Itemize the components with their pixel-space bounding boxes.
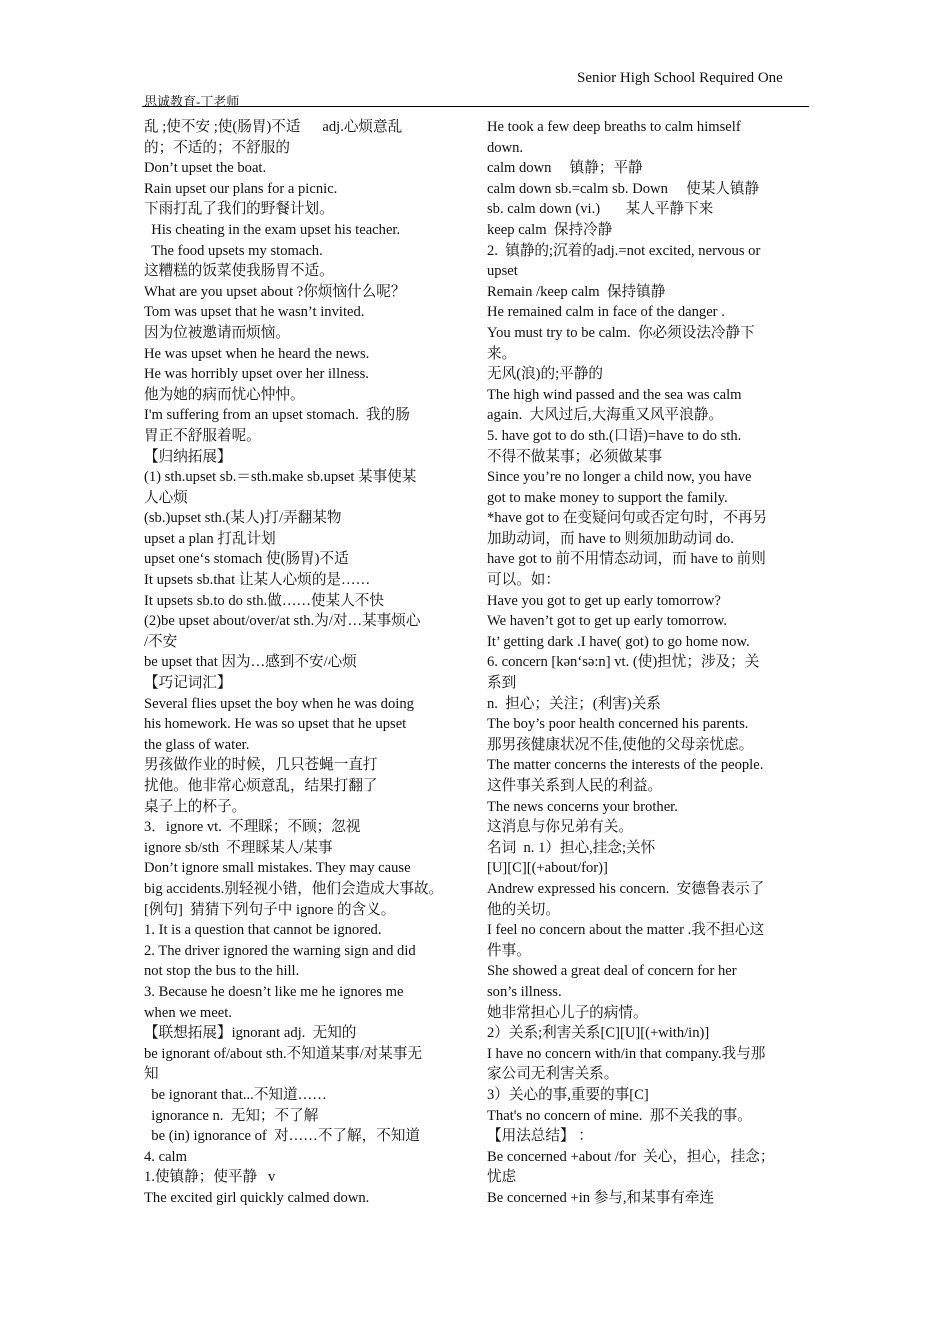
text-line: (2)be upset about/over/at sth.为/对…某事烦心	[144, 613, 421, 630]
text-line: calm down 镇静；平静	[487, 160, 643, 177]
text-line: be ignorant that...不知道……	[144, 1086, 327, 1103]
text-line: The excited girl quickly calmed down.	[144, 1189, 370, 1206]
text-line: 这件事关系到人民的利益。	[487, 778, 663, 794]
text-line: n. 担心；关注；(利害)关系	[487, 695, 661, 712]
text-line: Be concerned +in 参与,和某事有牵连	[487, 1189, 715, 1206]
text-line: Several flies upset the boy when he was doing	[144, 695, 414, 712]
text-line: *have got to 在变疑问句或否定句时，不再另	[487, 510, 768, 527]
text-line: when we meet.	[144, 1004, 232, 1021]
text-line: Since you’re no longer a child now, you have	[487, 469, 752, 486]
text-line: 他的关切。	[487, 901, 560, 918]
text-line: We haven’t got to get up early tomorrow.	[487, 613, 727, 630]
text-line: 3．ignore vt. 不理睬；不顾；忽视	[144, 819, 361, 836]
text-line: 【归纳拓展】	[144, 448, 232, 465]
text-line: 2. The driver ignored the warning sign and did	[144, 942, 416, 959]
text-line: It upsets sb.to do sth.做……使某人不快	[144, 592, 384, 609]
text-line: He was horribly upset over her illness.	[144, 366, 369, 383]
text-line: 下雨打乱了我们的野餐计划。	[144, 201, 334, 218]
text-line: sb. calm down (vi.) 某人平静下来	[487, 201, 714, 218]
text-line: He remained calm in face of the danger .	[487, 304, 725, 321]
text-line: ignore sb/sth 不理睬某人/某事	[144, 839, 333, 856]
text-line: (sb.)upset sth.(某人)打/弄翻某物	[144, 510, 342, 527]
text-line: 名词 n. 1）担心,挂念;关怀	[487, 839, 656, 856]
header-author: 思诚教育-丁老师	[144, 94, 240, 109]
text-line: That's no concern of mine. 那不关我的事。	[487, 1107, 752, 1124]
text-line: [例句] 猜猜下列句子中 ignore 的含义。	[144, 901, 396, 918]
text-line: What are you upset about ?你烦恼什么呢？	[144, 283, 406, 300]
text-line: It upsets sb.that 让某人心烦的是……	[144, 572, 371, 589]
text-line: 家公司无利害关系。	[487, 1066, 619, 1083]
header-course-title: Senior High School Required One	[577, 70, 783, 86]
text-line: Tom was upset that he wasn’t invited.	[144, 304, 365, 321]
text-line: 那男孩健康状况不佳,使他的父母亲忧虑。	[487, 736, 754, 753]
text-line: calm down sb.=calm sb. Down 使某人镇静	[487, 180, 760, 197]
text-line: 【巧记词汇】	[144, 675, 232, 692]
text-line: again. 大风过后,大海重又风平浪静。	[487, 407, 723, 424]
text-line: He was upset when he heard the news.	[144, 345, 370, 362]
text-line: Andrew expressed his concern. 安德鲁表示了	[487, 880, 765, 897]
text-line: The food upsets my stomach.	[144, 242, 323, 259]
text-line: I'm suffering from an upset stomach. 我的肠	[144, 407, 410, 424]
text-line: You must try to be calm. 你必须设法冷静下	[487, 324, 755, 341]
text-line: 人心烦	[144, 489, 188, 506]
text-line: his homework. He was so upset that he upset	[144, 716, 407, 733]
text-line: 这消息与你兄弟有关。	[487, 819, 633, 836]
text-line: upset	[487, 263, 518, 280]
text-line: The boy’s poor health concerned his parents.	[487, 716, 749, 733]
text-line: be (in) ignorance of 对……不了解，不知道	[144, 1128, 421, 1145]
text-line: 系到	[487, 675, 517, 692]
text-line: I have no concern with/in that company.我与那	[487, 1045, 766, 1062]
text-line: 不得不做某事；必须做某事	[487, 448, 663, 465]
text-line: 5. have got to do sth.(口语)=have to do sth.	[487, 427, 742, 444]
text-line: 他为她的病而忧心忡忡。	[144, 386, 305, 403]
text-line: big accidents.别轻视小错，他们会造成大事故。	[144, 880, 444, 897]
text-line: /不安	[144, 633, 178, 650]
text-line: 男孩做作业的时候，几只苍蝇一直打	[144, 757, 378, 774]
text-line: not stop the bus to the hill.	[144, 963, 300, 980]
text-line: 2. 镇静的;沉着的adj.=not excited, nervous or	[487, 242, 761, 259]
text-line: Remain /keep calm 保持镇静	[487, 283, 666, 300]
text-line: The high wind passed and the sea was calm	[487, 386, 742, 403]
text-line: [U][C][(+about/for)]	[487, 860, 608, 877]
text-line: be ignorant of/about sth.不知道某事/对某事无	[144, 1045, 423, 1062]
text-line: got to make money to support the family.	[487, 489, 728, 506]
text-line: have got to 前不用情态动词，而 have to 前则	[487, 551, 766, 568]
text-line: 她非常担心儿子的病情。	[487, 1004, 648, 1021]
text-line: 胃正不舒服着呢。	[144, 427, 261, 444]
text-line: be upset that 因为…感到不安/心烦	[144, 654, 357, 671]
text-line: 可以。如：	[487, 572, 560, 589]
text-line: 忧虑	[487, 1169, 517, 1186]
text-line: 扰他。他非常心烦意乱，结果打翻了	[144, 778, 378, 794]
header-rule	[142, 106, 809, 107]
text-line: Be concerned +about /for 关心，担心，挂念；	[487, 1148, 775, 1165]
text-line: His cheating in the exam upset his teacher.	[144, 221, 401, 238]
text-line: 3. Because he doesn’t like me he ignores me	[144, 983, 404, 1000]
text-line: 3）关心的事,重要的事[C]	[487, 1086, 649, 1103]
text-line: 因为位被邀请而烦恼。	[144, 324, 290, 341]
text-line: He took a few deep breaths to calm himself	[487, 119, 741, 135]
text-line: It’ getting dark .I have( got) to go home now.	[487, 633, 750, 650]
text-line: 【联想拓展】ignorant adj. 无知的	[144, 1025, 357, 1042]
text-line: Don’t ignore small mistakes. They may cause	[144, 860, 411, 877]
right-column	[487, 117, 810, 1208]
text-line: son’s illness.	[487, 983, 562, 1000]
text-line: ignorance n. 无知；不了解	[144, 1107, 319, 1124]
text-line: 桌子上的杯子。	[144, 798, 247, 815]
text-line: 的；不适的；不舒服的	[144, 139, 290, 156]
left-column	[144, 117, 466, 1208]
text-line: 件事。	[487, 942, 531, 959]
text-line: down.	[487, 139, 524, 156]
text-line: 无风(浪)的;平静的	[487, 366, 603, 383]
text-line: 乱 ;使不安 ;使(肠胃)不适 adj.心烦意乱	[144, 119, 403, 135]
text-line: upset a plan 打乱计划	[144, 530, 276, 547]
text-line: She showed a great deal of concern for her	[487, 963, 737, 980]
text-line: keep calm 保持冷静	[487, 221, 613, 238]
text-line: upset one‘s stomach 使(肠胃)不适	[144, 551, 349, 568]
text-line: 2）关系;利害关系[C][U][(+with/in)]	[487, 1025, 710, 1042]
text-line: 1. It is a question that cannot be ignored.	[144, 922, 382, 939]
text-line: 加助动词，而 have to 则须加助动词 do.	[487, 530, 734, 547]
text-line: 6. concern [kən‘sə:n] vt. (使)担忧；涉及；关	[487, 654, 760, 671]
text-line: 这糟糕的饭菜使我肠胃不适。	[144, 263, 334, 280]
text-line: 4. calm	[144, 1148, 187, 1165]
text-line: 知	[144, 1066, 159, 1083]
text-line: Don’t upset the boat.	[144, 160, 267, 177]
text-line: The matter concerns the interests of the people.	[487, 757, 764, 774]
text-line: the glass of water.	[144, 736, 250, 753]
text-line: 【用法总结】 ：	[487, 1128, 593, 1145]
text-line: (1) sth.upset sb.＝sth.make sb.upset 某事使某	[144, 469, 417, 486]
text-line: 1.使镇静；使平静 v	[144, 1169, 276, 1186]
text-line: Have you got to get up early tomorrow?	[487, 592, 721, 609]
text-line: 来。	[487, 345, 517, 362]
text-line: I feel no concern about the matter .我不担心这	[487, 922, 765, 939]
text-line: Rain upset our plans for a picnic.	[144, 180, 338, 197]
text-line: The news concerns your brother.	[487, 798, 678, 815]
